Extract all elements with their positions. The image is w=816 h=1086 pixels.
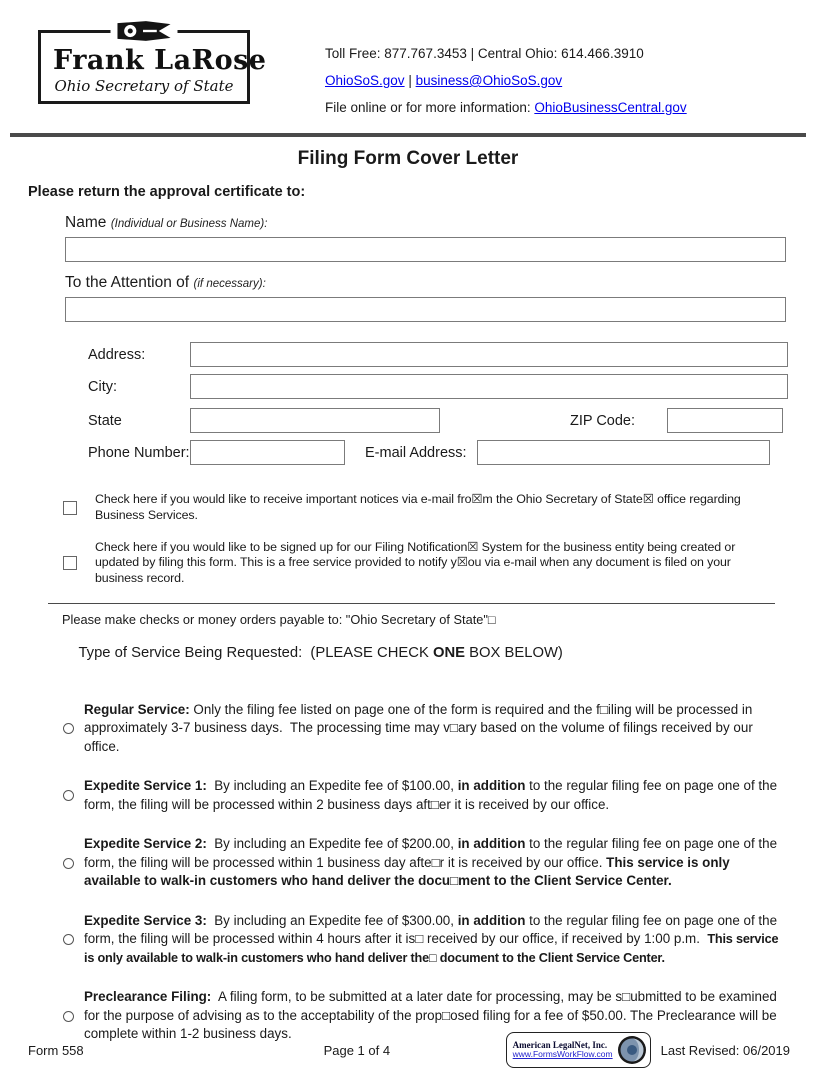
address-input[interactable] [190, 342, 788, 367]
header [28, 30, 788, 121]
badge-url-link[interactable]: www.FormsWorkFlow.com [512, 1049, 613, 1060]
payment-note: Please make checks or money orders payable to: "Ohio Secretary of State"□ [62, 611, 496, 627]
email-notices-checkbox[interactable] [63, 501, 77, 515]
filing-form-cover-letter-page [0, 30, 816, 1060]
service-heading-one: ONE [432, 644, 466, 661]
american-legalnet-badge [506, 1032, 651, 1068]
file-online-line [325, 94, 687, 121]
expedite-service-2-text: Expedite Service 2: By including an Expedite fee of $200.00, in addition to the regular filing fee on page one of the form, the filing will be processed within 1 business day afte□r it is received by our office. This service is only available to walk-in customers who hand deliver the docu□ment to the Client Service Center. [84, 836, 781, 889]
business-email-link[interactable]: business@OhioSoS.gov [415, 73, 563, 88]
attention-label-row [65, 274, 788, 292]
city-label: City: [88, 378, 117, 395]
name-field-group [65, 214, 788, 262]
expedite-service-2-radio[interactable] [63, 858, 74, 869]
service-heading-prefix: Type of Service Being Requested: (PLEASE CHECK [78, 644, 433, 661]
phone-label: Phone Number: [88, 444, 190, 461]
footer [28, 1032, 790, 1068]
contact-phone-line: Toll Free: 877.767.3453 | Central Ohio: 614.466.3910 [325, 46, 644, 61]
link-separator: | [408, 73, 412, 88]
attention-hint: (if necessary): [193, 278, 266, 290]
filing-notification-text: Check here if you would like to be signed up for our Filing Notification☒ System for the business entity being created or updated by filing this form. This is a free service provided to notify y☒ou via e-mail when any document is filed on your business record. [95, 539, 739, 585]
regular-service-radio[interactable] [63, 723, 74, 734]
service-heading-suffix: BOX BELOW) [465, 644, 563, 661]
attention-field-group [65, 274, 788, 322]
page-title: Filing Form Cover Letter [297, 148, 519, 169]
secretary-of-state-logo [38, 30, 267, 104]
logo-subtitle: Ohio Secretary of State [54, 77, 234, 95]
globe-icon [617, 1035, 647, 1065]
expedite-service-1-text: Expedite Service 1: By including an Expedite fee of $100.00, in addition to the regular filing fee on page one of the form, the filing will be processed within 2 business days aft□er it is received by our office. [84, 778, 781, 812]
expedite-service-1-radio[interactable] [63, 790, 74, 801]
email-label: E-mail Address: [365, 444, 467, 461]
name-input[interactable] [65, 237, 786, 262]
name-hint: (Individual or Business Name): [110, 218, 268, 230]
state-input[interactable] [190, 408, 440, 433]
service-option-expedite-service-2 [63, 835, 788, 891]
email-notices-text: Check here if you would like to receive important notices via e-mail fro☒m the Ohio Secretary of State☒ office regarding Business Services. [95, 492, 744, 522]
attention-label: To the Attention of [65, 274, 190, 291]
zip-input[interactable] [667, 408, 783, 433]
filing-notification-option [63, 540, 788, 587]
ohio-business-central-link[interactable]: OhioBusinessCentral.gov [534, 100, 687, 115]
service-option-regular-service [63, 701, 788, 757]
attention-input[interactable] [65, 297, 786, 322]
section-divider [48, 603, 775, 604]
regular-service-text: Regular Service: Only the filing fee listed on page one of the form is required and the f□iling will be processed in approximately 3-7 business days. The processing time may v□ary based on the volume of filings received by our office. [84, 701, 757, 754]
badge-text [513, 1040, 613, 1060]
address-row [88, 342, 788, 367]
contact-links-line [325, 67, 687, 94]
badge-company: American LegalNet, Inc. [512, 1039, 608, 1050]
address-label: Address: [88, 346, 146, 363]
phone-email-row [88, 440, 788, 465]
expedite-service-3-radio[interactable] [63, 934, 74, 945]
file-online-prefix: File online or for more information: [325, 100, 535, 115]
service-option-expedite-service-3 [63, 912, 788, 968]
footer-right [506, 1032, 790, 1068]
email-notices-option [63, 492, 788, 524]
contact-info [325, 40, 687, 121]
email-input[interactable] [477, 440, 770, 465]
city-row [88, 374, 788, 399]
state-zip-row [88, 408, 788, 433]
preclearance-filing-radio[interactable] [63, 1011, 74, 1022]
zip-label: ZIP Code: [570, 412, 636, 429]
header-divider [10, 133, 806, 137]
city-input[interactable] [190, 374, 788, 399]
state-label: State [88, 412, 122, 429]
form-number: Form 558 [28, 1042, 84, 1058]
name-label-row [65, 214, 788, 232]
last-revised: Last Revised: 06/2019 [660, 1042, 790, 1058]
filing-notification-checkbox[interactable] [63, 556, 77, 570]
logo-name: Frank LaRose [53, 45, 267, 76]
return-certificate-heading: Please return the approval certificate to: [28, 184, 306, 200]
page-indicator: Page 1 of 4 [323, 1042, 391, 1058]
ohiosos-link[interactable]: OhioSoS.gov [325, 73, 405, 88]
service-options-list [28, 701, 788, 1044]
preclearance-filing-text: Preclearance Filing: A filing form, to be submitted at a later date for processing, may be s□ubmitted to be examined for the purpose of advising as to the acceptability of the prop□osed filing for a fee of $50.00. The Preclearance will be complete within 1-2 business days. [84, 989, 781, 1042]
phone-input[interactable] [190, 440, 345, 465]
name-label: Name [65, 214, 107, 231]
service-option-expedite-service-1 [63, 777, 788, 814]
service-heading [62, 629, 788, 677]
expedite-service-3-text: Expedite Service 3: By including an Expedite fee of $300.00, in addition to the regular filing fee on page one of the form, the filing will be processed within 4 hours after it is□ received by our office, if received by 1:00 p.m. This service is only available to walk-in customers who hand deliver the□ document to the Client Service Center. [84, 912, 782, 965]
ohio-burgee-flag-icon [111, 20, 178, 42]
